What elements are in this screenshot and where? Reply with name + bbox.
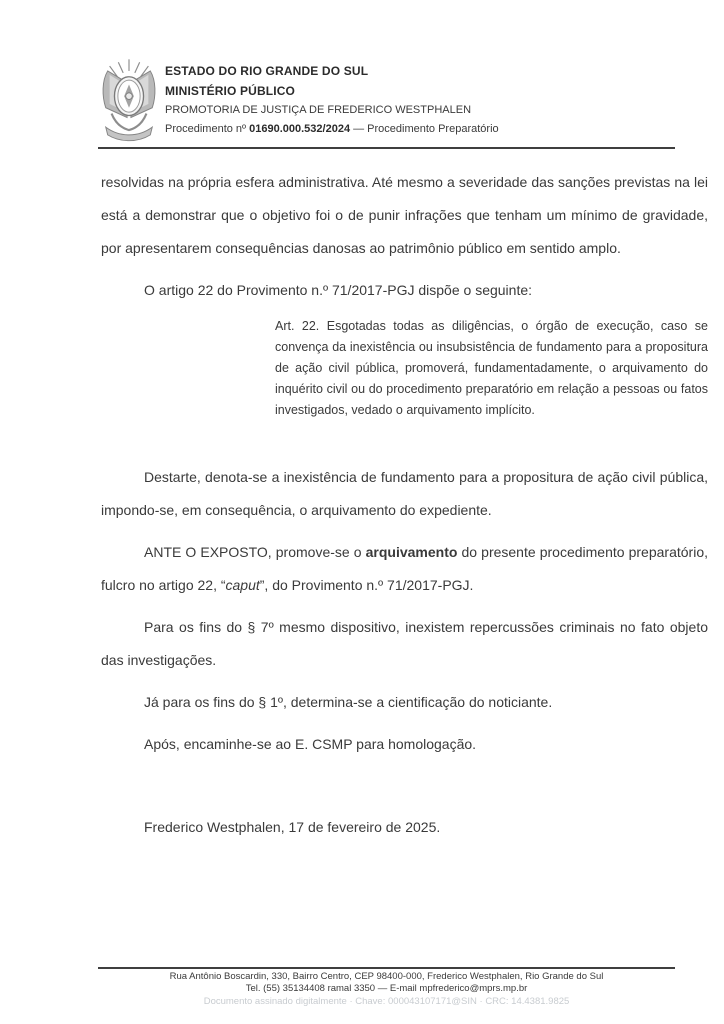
paragraph: Destarte, denota-se a inexistência de fundamento para a propositura de ação civil pública, impondo-se, em consequência, o arquivamento do expediente. <box>101 469 708 518</box>
footer-contact: Tel. (55) 35134408 ramal 3350 — E-mail mpfrederico@mprs.mp.br <box>245 983 528 995</box>
procedure-label: Procedimento nº <box>165 123 250 135</box>
letterhead <box>98 57 499 143</box>
header-office-name: PROMOTORIA DE JUSTIÇA DE FREDERICO WESTPHALEN <box>165 104 472 116</box>
letterhead-text <box>165 57 499 143</box>
footer-divider <box>98 967 675 969</box>
paragraph: O artigo 22 do Provimento n.º 71/2017-PGJ dispõe o seguinte: <box>144 282 533 298</box>
header-divider <box>98 147 675 149</box>
header-institution-name: MINISTÉRIO PÚBLICO <box>165 83 296 98</box>
header-procedure-line <box>165 120 499 139</box>
coat-of-arms-icon <box>98 57 160 143</box>
procedure-number: 01690.000.532/2024 <box>249 123 351 135</box>
quote-block: Art. 22. Esgotadas todas as diligências, o órgão de execução, caso se convença da inexistência ou insubsistência de fundamento para a propositura de ação civil pública, promoverá, fundamentadamente, o arquivamento do inquérito civil ou do procedimento preparatório em relação a pessoas ou fatos investigados, vedado o arquivamento implícito. <box>275 319 708 417</box>
paragraph: resolvidas na própria esfera administrativa. Até mesmo a severidade das sanções previstas na lei está a demonstrar que o objetivo foi o de punir infrações que tenham um mínimo de gravidade, por apresentarem consequências danosas ao patrimônio público em sentido amplo. <box>101 174 708 256</box>
paragraph: Já para os fins do § 1º, determina-se a cientificação do noticiante. <box>144 694 553 710</box>
paragraph: Para os fins do § 7º mesmo dispositivo, inexistem repercussões criminais no fato objeto das investigações. <box>101 619 708 668</box>
footer-address: Rua Antônio Boscardin, 330, Bairro Centro, CEP 98400-000, Frederico Westphalen, Rio Grande do Sul <box>169 971 604 982</box>
procedure-type: — Procedimento Preparatório <box>350 123 499 135</box>
document-body <box>101 166 708 853</box>
digital-signature-line: Documento assinado digitalmente · Chave: 000043107171@SIN · CRC: 14.4381.9825 <box>203 995 570 1007</box>
header-state-name: ESTADO DO RIO GRANDE DO SUL <box>165 64 369 78</box>
paragraph: ANTE O EXPOSTO, promove-se o arquivamento do presente procedimento preparatório, fulcro no artigo 22, “caput”, do Provimento n.º 71/2017-PGJ. <box>101 544 708 593</box>
date-line: Frederico Westphalen, 17 de fevereiro de 2025. <box>144 819 441 835</box>
paragraph: Após, encaminhe-se ao E. CSMP para homologação. <box>144 736 477 752</box>
page-footer <box>98 971 675 1008</box>
